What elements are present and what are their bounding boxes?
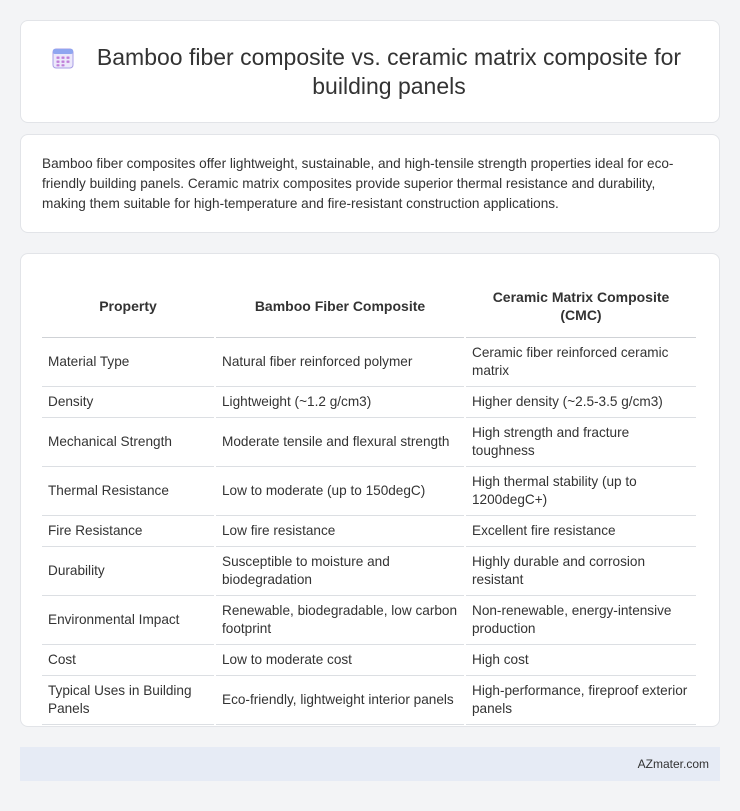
row-property: Durability xyxy=(42,547,214,596)
table-row xyxy=(42,645,696,676)
row-cmc-value: Highly durable and corrosion resistant xyxy=(466,547,696,596)
row-cmc-value: High thermal stability (up to 1200degC+) xyxy=(466,467,696,516)
row-bamboo-value: Renewable, biodegradable, low carbon footprint xyxy=(216,596,464,645)
row-cmc-value: High strength and fracture toughness xyxy=(466,418,696,467)
row-cmc-value: Higher density (~2.5-3.5 g/cm3) xyxy=(466,387,696,418)
row-bamboo-value: Lightweight (~1.2 g/cm3) xyxy=(216,387,464,418)
table-row xyxy=(42,418,696,467)
table-header-row xyxy=(42,274,696,338)
calendar-icon xyxy=(51,46,75,70)
row-property: Typical Uses in Building Panels xyxy=(42,676,214,725)
table-row xyxy=(42,676,696,725)
row-bamboo-value: Susceptible to moisture and biodegradation xyxy=(216,547,464,596)
table-row xyxy=(42,338,696,387)
row-property: Thermal Resistance xyxy=(42,467,214,516)
table-row xyxy=(42,467,696,516)
title-wrap xyxy=(51,43,689,101)
row-cmc-value: High cost xyxy=(466,645,696,676)
row-property: Material Type xyxy=(42,338,214,387)
row-cmc-value: Ceramic fiber reinforced ceramic matrix xyxy=(466,338,696,387)
row-property: Fire Resistance xyxy=(42,516,214,547)
row-cmc-value: Non-renewable, energy-intensive production xyxy=(466,596,696,645)
row-cmc-value: High-performance, fireproof exterior panels xyxy=(466,676,696,725)
row-property: Environmental Impact xyxy=(42,596,214,645)
row-property: Mechanical Strength xyxy=(42,418,214,467)
column-header-property: Property xyxy=(42,274,214,338)
row-bamboo-value: Moderate tensile and flexural strength xyxy=(216,418,464,467)
summary-card xyxy=(20,134,720,233)
row-bamboo-value: Low to moderate (up to 150degC) xyxy=(216,467,464,516)
footer xyxy=(20,747,720,781)
comparison-table xyxy=(40,274,698,725)
row-property: Cost xyxy=(42,645,214,676)
page-title: Bamboo fiber composite vs. ceramic matrix composite for building panels xyxy=(96,43,682,99)
row-property: Density xyxy=(42,387,214,418)
title-card xyxy=(20,20,720,123)
row-bamboo-value: Low to moderate cost xyxy=(216,645,464,676)
column-header-cmc: Ceramic Matrix Composite (CMC) xyxy=(466,274,696,338)
row-cmc-value: Excellent fire resistance xyxy=(466,516,696,547)
table-row xyxy=(42,547,696,596)
row-bamboo-value: Eco-friendly, lightweight interior panels xyxy=(216,676,464,725)
summary-text: Bamboo fiber composites offer lightweight, sustainable, and high-tensile strength properties ideal for eco-friendly building panels. Ceramic matrix composites provide superior thermal resistance and durability, making them suitable for high-temperature and fire-resistant construction applications. xyxy=(42,156,674,211)
table-row xyxy=(42,596,696,645)
footer-brand-link[interactable]: AZmater.com xyxy=(637,757,709,771)
column-header-bamboo: Bamboo Fiber Composite xyxy=(216,274,464,338)
comparison-table-card xyxy=(20,253,720,727)
row-bamboo-value: Natural fiber reinforced polymer xyxy=(216,338,464,387)
table-row xyxy=(42,516,696,547)
table-row xyxy=(42,387,696,418)
row-bamboo-value: Low fire resistance xyxy=(216,516,464,547)
